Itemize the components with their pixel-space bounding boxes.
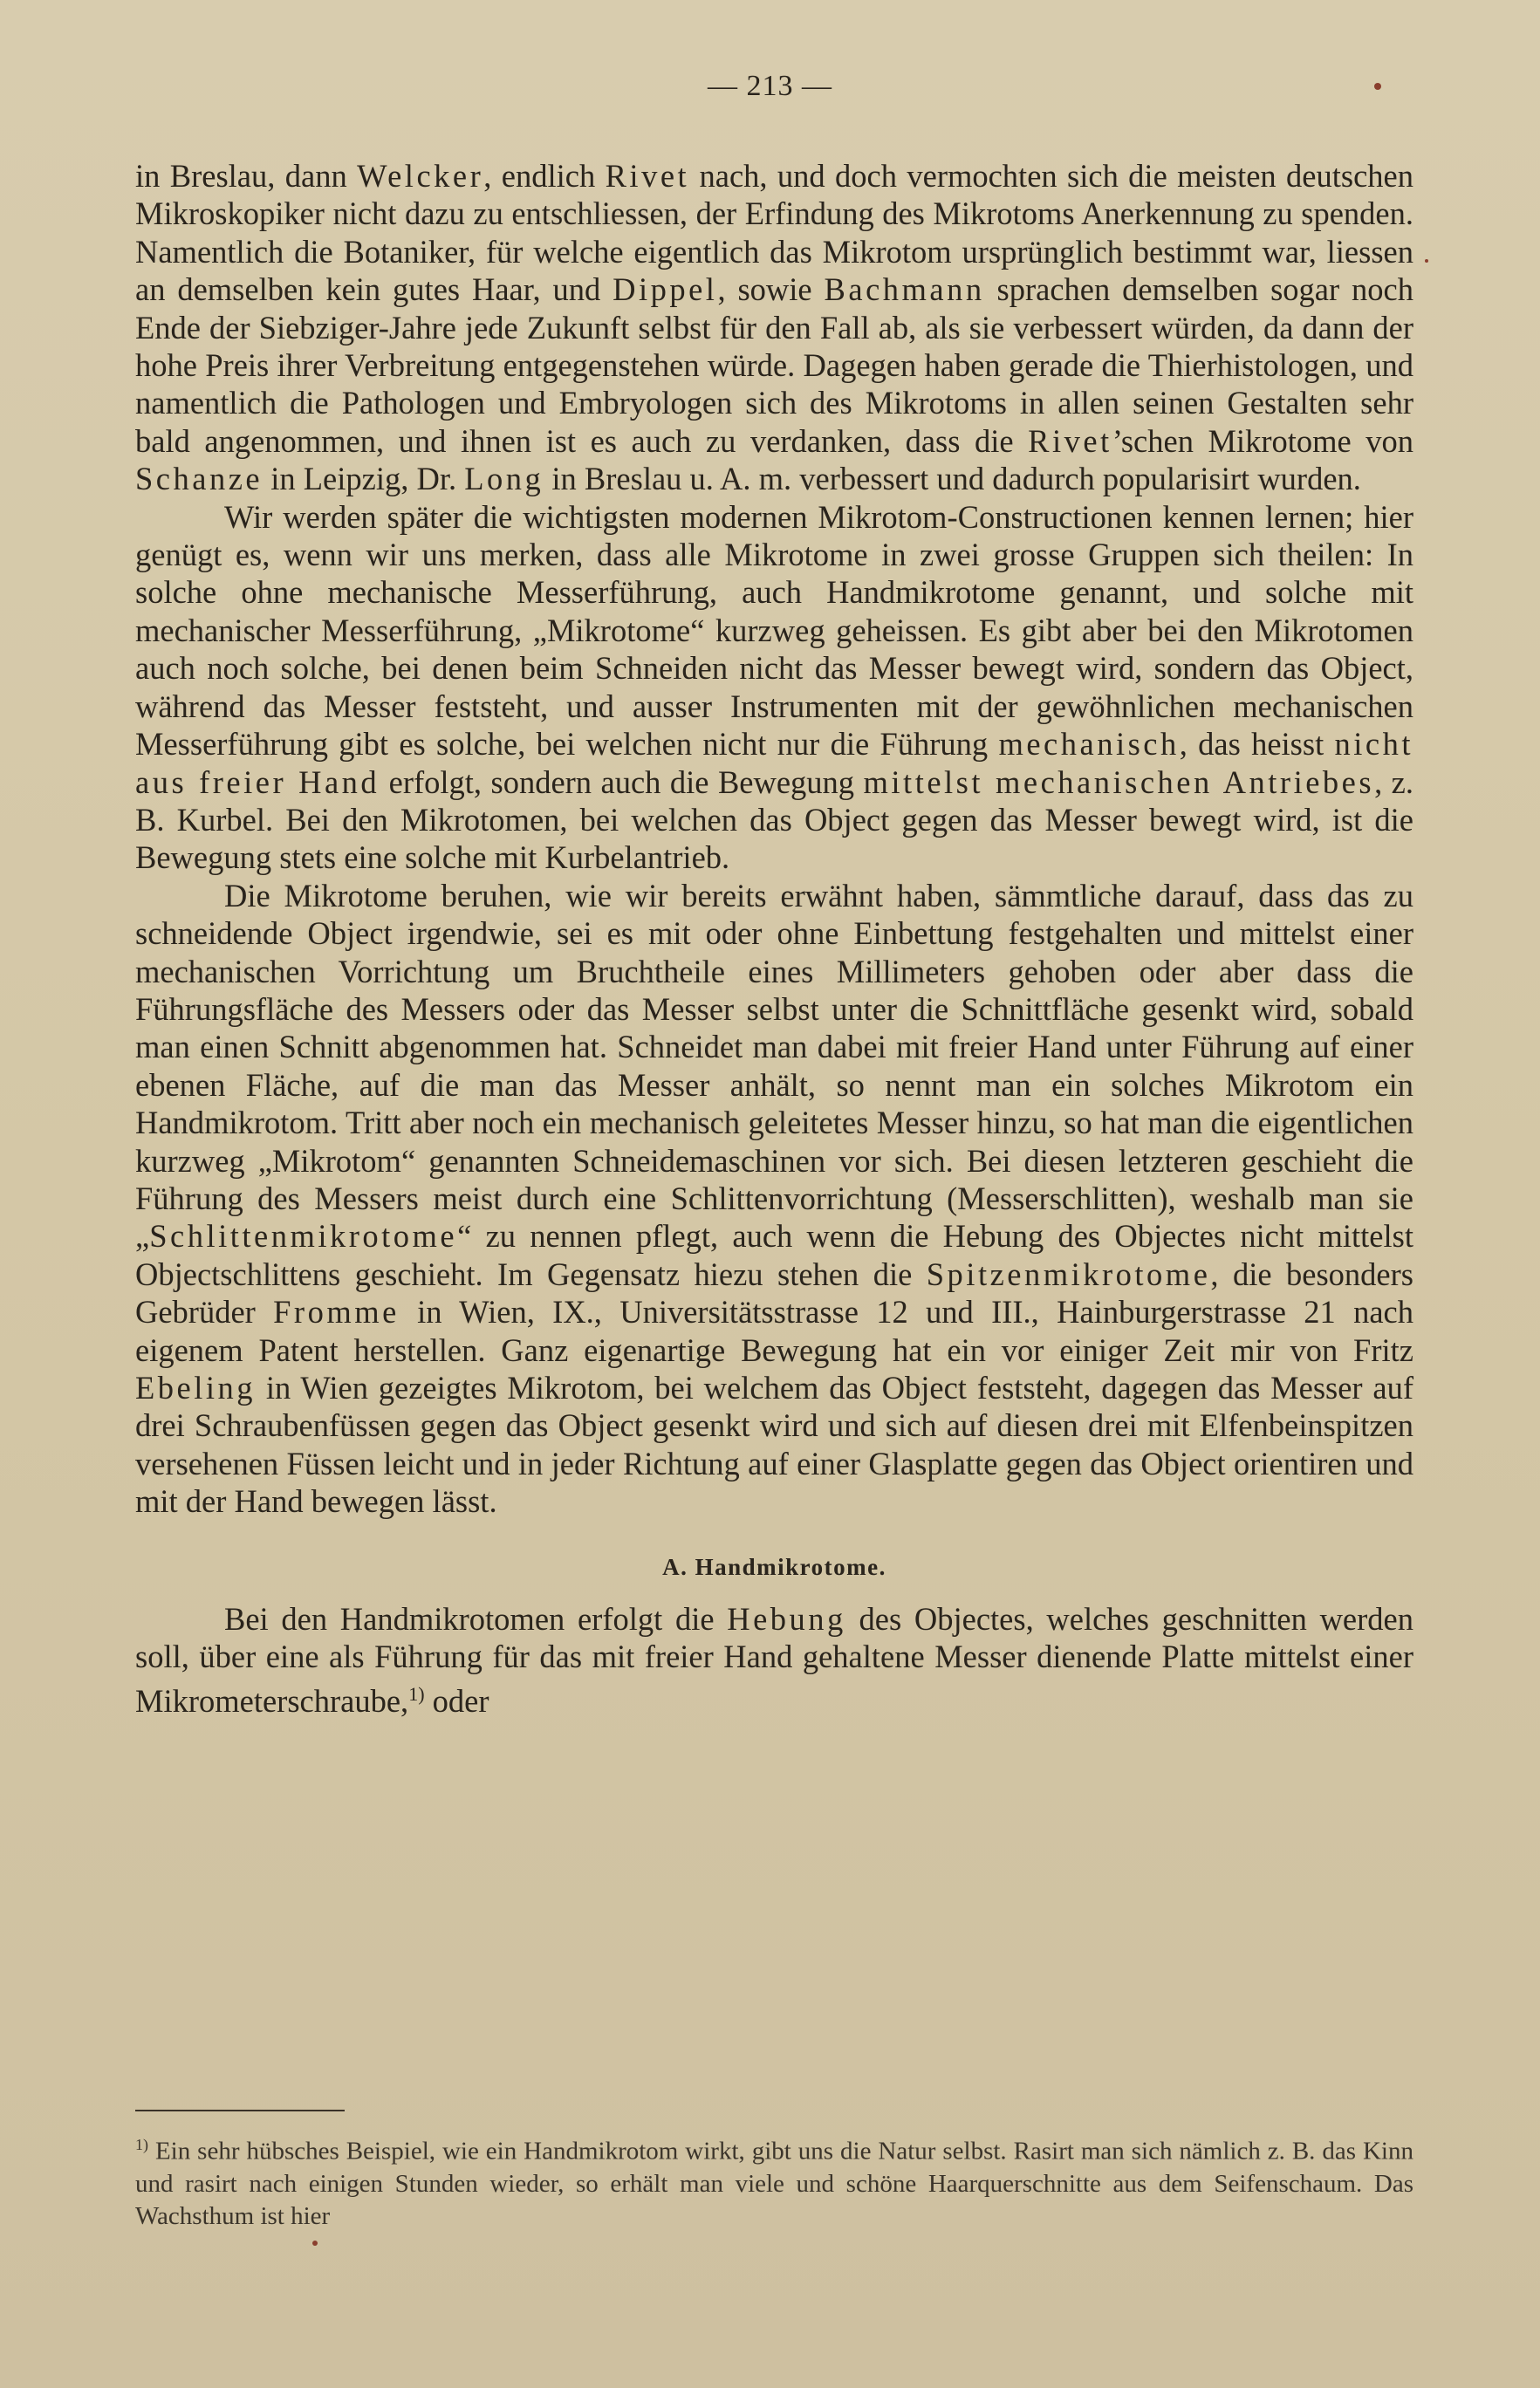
text-run: in Wien, IX., Universitätsstrasse 12 und III., Hainburgerstrasse 21 nach eigenem Patent herstellen. Ganz eigenartige Bewegung hat ein vor einiger Zeit mir von Fritz	[135, 1294, 1413, 1368]
text-run: in Leipzig, Dr.	[263, 461, 465, 497]
text-run: in Breslau u. A. m. verbessert und dadurch popularisirt wurden.	[544, 461, 1361, 497]
text-run: ’schen Mikrotome von	[1112, 422, 1413, 459]
spaced-emphasis: Schlittenmikrotome	[149, 1218, 458, 1255]
paragraph	[135, 157, 1413, 498]
spaced-emphasis: Fromme	[273, 1294, 400, 1331]
paragraph	[135, 498, 1413, 877]
paragraph	[135, 877, 1413, 1521]
spaced-emphasis: nicht aus freier Hand	[135, 726, 1413, 800]
footnote-text: Ein sehr hübsches Beispiel, wie ein Handmikrotom wirkt, gibt uns die Natur selbst. Rasirt man sich nämlich z. B. das Kinn und rasirt nach einigen Stunden wieder, so erhält man viele und schöne Haarquerschnitte aus dem Seifenschaum. Das Wachsthum ist hier	[135, 2137, 1413, 2230]
text-run: erfolgt, sondern auch die Bewegung	[380, 763, 864, 800]
text-run: oder	[424, 1683, 489, 1720]
text-run: nach, und doch vermochten sich die meisten deutschen Mikroskopiker nicht dazu zu entschliessen, der Erfindung des Mikrotoms Anerkennung zu spenden. Namentlich die Botaniker, für welche eigentlich das Mikrotom ursprünglich bestimmt war, liessen an demselben kein gutes Haar, und	[135, 158, 1413, 308]
spaced-emphasis: mittelst mechanischen Antriebes	[863, 763, 1375, 800]
text-run: in Wien gezeigtes Mikrotom, bei welchem das Object feststeht, dagegen das Messer auf drei Schraubenfüssen gegen das Object gesenkt wird und sich auf diesen drei mit Elfenbeinspitzen versehenen Füssen leicht und in jeder Richtung auf einer Glasplatte gegen das Object orientiren und mit der Hand bewegen lässt.	[135, 1370, 1413, 1520]
text-run: sprachen demselben sogar noch Ende der Siebziger-Jahre jede Zukunft selbst für den Fall ab, als sie verbessert würden, da dann der hohe Preis ihrer Verbreitung entgegenstehen würde. Dagegen haben gerade die Thierhistologen, und namentlich die Pathologen und Embryologen sich des Mikrotoms in allen seinen Gestalten sehr bald angenommen, und ihnen ist es auch zu verdanken, dass die	[135, 271, 1414, 459]
spaced-emphasis: Ebeling	[135, 1370, 257, 1406]
spaced-emphasis: Schanze	[135, 461, 264, 497]
text-run: , endlich	[483, 158, 606, 194]
spaced-emphasis: Hebung	[727, 1600, 846, 1637]
text-run: , z. B. Kurbel. Bei den Mikrotomen, bei welchen das Object gegen das Messer bewegt wird, ist die Bewegung stets eine solche mit Kurbelantrieb.	[135, 763, 1413, 876]
spaced-emphasis: Rivet	[1028, 422, 1112, 459]
text-run: “ zu nennen pflegt, auch wenn die Hebung des Objectes nicht mittelst Objectschlittens geschieht. Im Gegensatz hiezu stehen die	[135, 1218, 1413, 1292]
body-text	[135, 157, 1413, 1721]
ink-spot	[312, 2241, 318, 2246]
section-paragraph	[135, 1600, 1413, 1721]
footnote-reference: 1)	[408, 1683, 425, 1706]
ink-spot	[1425, 259, 1428, 263]
spaced-emphasis: Rivet	[605, 158, 690, 194]
page-number: — 213 —	[708, 70, 832, 102]
spaced-emphasis: Dippel	[613, 271, 718, 308]
spaced-emphasis: Bachmann	[824, 271, 985, 308]
ink-spot	[1374, 83, 1381, 90]
footnote-mark: 1)	[135, 2136, 148, 2153]
text-run: , die besonders Gebrüder	[135, 1256, 1413, 1331]
text-run: Die Mikrotome beruhen, wie wir bereits erwähnt haben, sämmtliche darauf, dass das zu schneidende Object irgendwie, sei es mit oder ohne Einbettung festgehalten und mittelst einer mechanischen Vorrichtung um Bruchtheile eines Millimeters gehoben oder aber dass die Führungsfläche des Messers oder das Messer selbst unter die Schnittfläche gesenkt wird, sobald man einen Schnitt abgenommen hat. Schneidet man dabei mit freier Hand unter Führung auf einer ebenen Fläche, auf die man das Messer anhält, so nennt man ein solches Mikrotom ein Handmikrotom. Tritt aber noch ein mechanisch geleitetes Messer hinzu, so hat man die eigentlichen kurzweg „Mikrotom“ genannten Schneidemaschinen vor sich. Bei diesen letzteren geschieht die Führung des Messers meist durch eine Schlittenvorrichtung (Messerschlitten), weshalb man sie „	[135, 877, 1413, 1255]
section-heading: A. Handmikrotome.	[662, 1553, 886, 1580]
text-run: in Breslau, dann	[135, 158, 358, 194]
footnote	[135, 2129, 1413, 2233]
text-run: , das heisst	[1179, 726, 1335, 763]
spaced-emphasis: Long	[464, 461, 544, 497]
footnote-divider	[135, 2110, 345, 2111]
text-run: Wir werden später die wichtigsten modernen Mikrotom-Constructionen kennen lernen; hier genügt es, wenn wir uns merken, dass alle Mikrotome in zwei grosse Gruppen sich theilen: In solche ohne mechanische Messerführung, auch Handmikrotome genannt, und solche mit mechanischer Messerführung, „Mikrotome“ kurzweg geheissen. Es gibt aber bei den Mikrotomen auch noch solche, bei denen beim Schneiden nicht das Messer bewegt wird, sondern das Object, während das Messer feststeht, und ausser Instrumenten mit der gewöhnlichen mechanischen Messerführung gibt es solche, bei welchen nicht nur die Führung	[135, 498, 1413, 763]
text-run: Bei den Handmikrotomen erfolgt die	[224, 1600, 728, 1637]
spaced-emphasis: Welcker	[357, 158, 484, 194]
spaced-emphasis: mechanisch	[998, 726, 1180, 763]
text-run: , sowie	[717, 271, 825, 308]
spaced-emphasis: Spitzenmikrotome	[926, 1256, 1211, 1292]
text-run: des Objectes, welches geschnitten werden soll, über eine als Führung für das mit freier Hand gehaltene Messer dienende Platte mittelst einer Mikrometerschraube,	[135, 1600, 1413, 1720]
